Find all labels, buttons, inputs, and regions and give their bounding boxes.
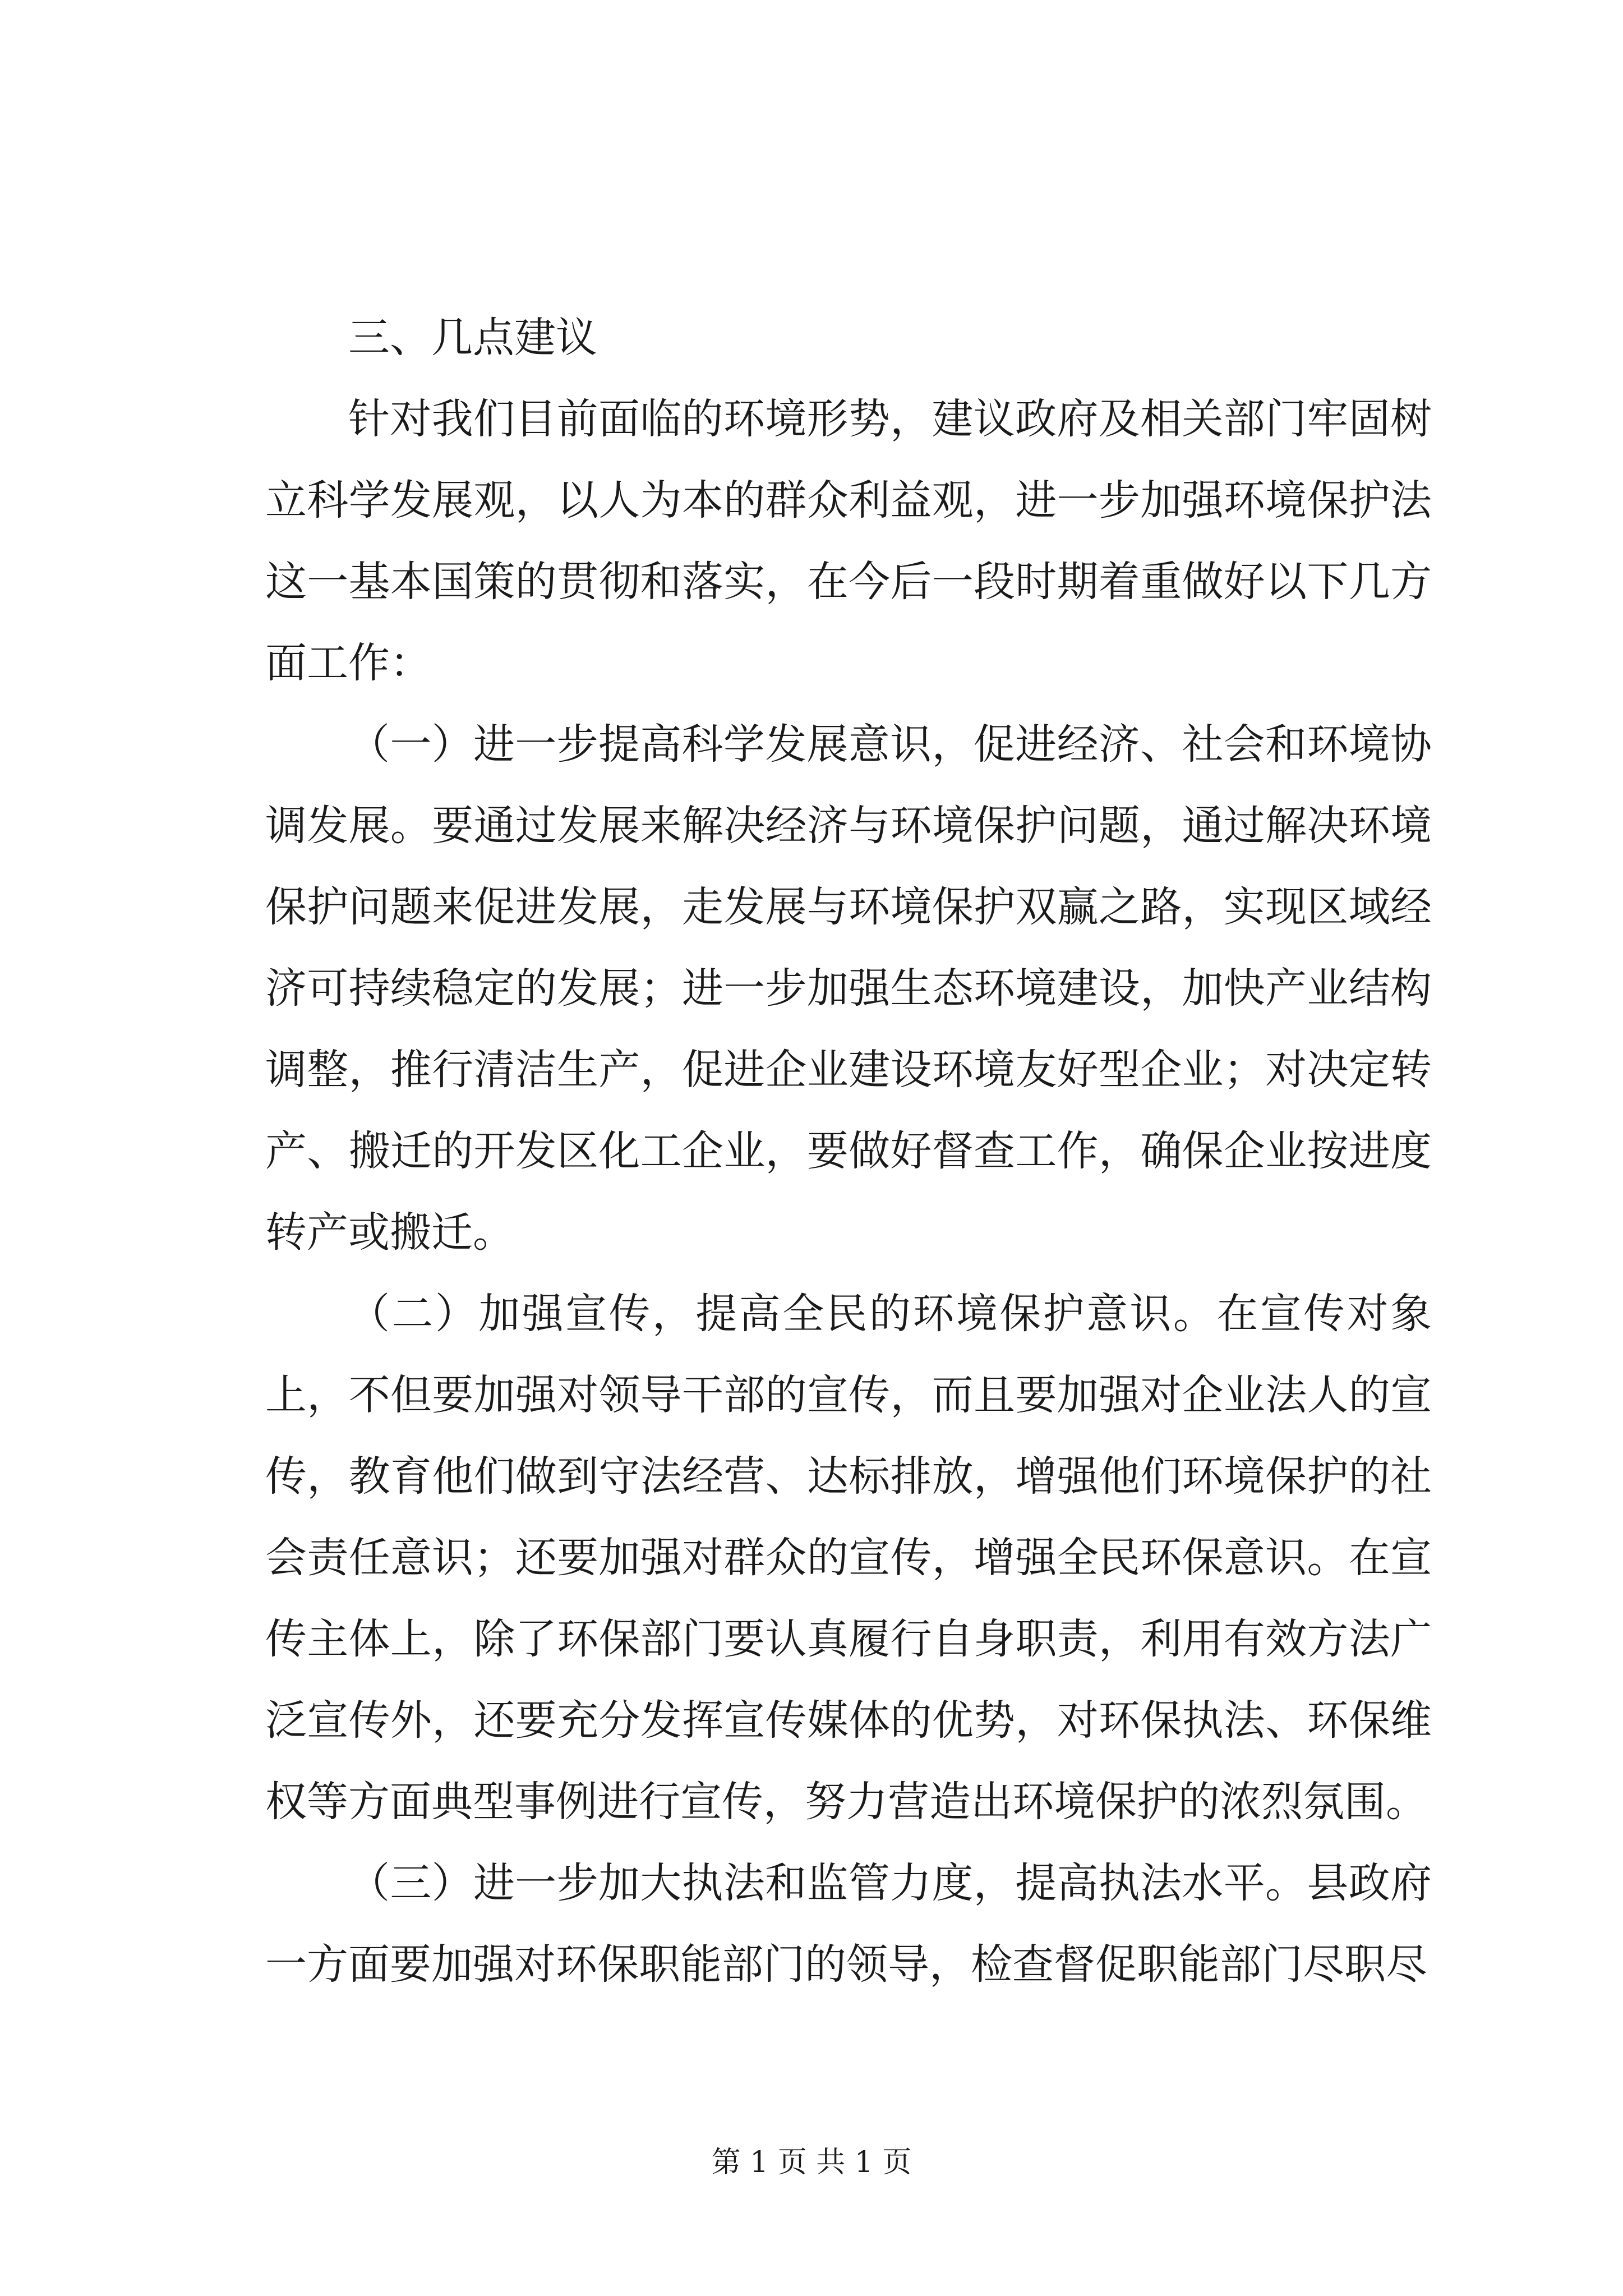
page-footer: 第 1 页 共 1 页 xyxy=(711,2146,912,2179)
section-heading: 三、几点建议 xyxy=(348,314,597,362)
paragraph-intro: 针对我们目前面临的环境形势，建议政府及相关部门牢固树立科学发展观，以人为本的群众利益观，进一步加强环境保护法这一基本国策的贯彻和落实，在今后一段时期着重做好以下几方面工作： xyxy=(265,395,1432,687)
paragraph-point-3: （三）进一步加大执法和监管力度，提高执法水平。县政府一方面要加强对环保职能部门的领导，检查督促职能部门尽职尽 xyxy=(265,1859,1432,1989)
paragraph-point-1: （一）进一步提高科学发展意识，促进经济、社会和环境协调发展。要通过发展来解决经济与环境保护问题，通过解决环境保护问题来促进发展，走发展与环境保护双赢之路，实现区域经济可持续稳定的发展；进一步加强生态环境建设，加快产业结构调整，推行清洁生产，促进企业建设环境友好型企业；对决定转产、搬迁的开发区化工企业，要做好督查工作，确保企业按进度转产或搬迁。 xyxy=(265,720,1432,1257)
paragraph-point-2: （二）加强宣传，提高全民的环境保护意识。在宣传对象上，不但要加强对领导干部的宣传，而且要加强对企业法人的宣传，教育他们做到守法经营、达标排放，增强他们环境保护的社会责任意识；还要加强对群众的宣传，增强全民环保意识。在宣传主体上，除了环保部门要认真履行自身职责，利用有效方法广泛宣传外，还要充分发挥宣传媒体的优势，对环保执法、环保维权等方面典型事例进行宣传，努力营造出环境保护的浓烈氛围。 xyxy=(265,1290,1432,1826)
document-body xyxy=(265,297,1432,2005)
